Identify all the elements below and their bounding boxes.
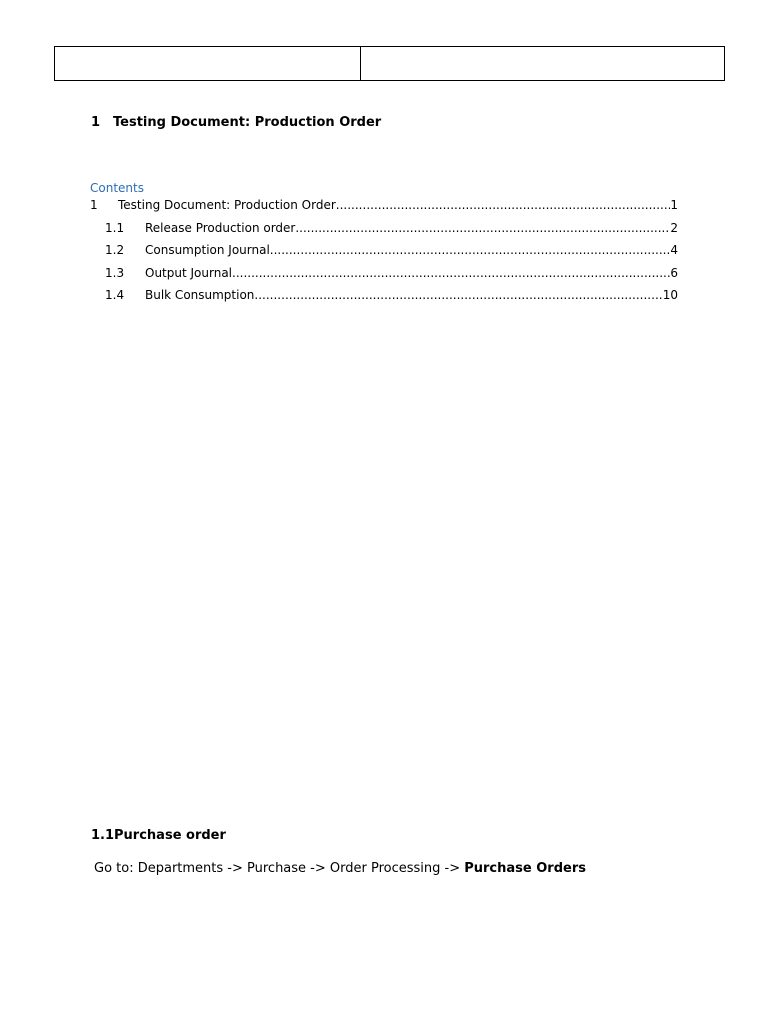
toc-leader bbox=[295, 221, 670, 235]
section-heading: 1.1Purchase order bbox=[91, 828, 226, 843]
toc-entry[interactable] bbox=[90, 243, 678, 266]
table-of-contents bbox=[90, 198, 678, 311]
navigation-target: Purchase Orders bbox=[464, 861, 586, 876]
toc-entry[interactable] bbox=[90, 221, 678, 244]
toc-entry-page[interactable]: 2 bbox=[670, 220, 678, 235]
toc-title: Contents bbox=[90, 181, 144, 195]
toc-entry-number: 1.4 bbox=[105, 288, 125, 302]
toc-entry-page[interactable]: 6 bbox=[670, 265, 678, 280]
toc-entry[interactable] bbox=[90, 288, 678, 311]
toc-entry-label[interactable]: Consumption Journal bbox=[145, 243, 270, 257]
heading-number: 1 bbox=[91, 115, 101, 130]
toc-leader bbox=[254, 288, 662, 302]
toc-entry-page[interactable]: 4 bbox=[670, 243, 678, 257]
toc-entry-page[interactable]: 1 bbox=[670, 198, 678, 212]
toc-entry-number: 1.3 bbox=[105, 265, 125, 280]
header-cell-right bbox=[361, 47, 725, 81]
toc-entry-label[interactable]: Output Journal bbox=[145, 265, 232, 280]
toc-entry-number: 1 bbox=[90, 198, 98, 212]
navigation-instruction bbox=[94, 861, 586, 876]
navigation-path: Go to: Departments -> Purchase -> Order Processing -> bbox=[94, 861, 465, 876]
toc-entry-label[interactable]: Release Production order bbox=[145, 220, 296, 235]
toc-entry[interactable] bbox=[90, 266, 678, 289]
toc-entry-label[interactable]: Bulk Consumption bbox=[145, 288, 255, 302]
header-cell-left bbox=[55, 47, 361, 81]
toc-leader bbox=[232, 266, 670, 280]
toc-entry-number: 1.1 bbox=[105, 220, 125, 235]
document-heading bbox=[91, 115, 381, 130]
header-table bbox=[54, 46, 725, 81]
toc-entry-number: 1.2 bbox=[105, 243, 125, 257]
toc-entry-label[interactable]: Testing Document: Production Order bbox=[118, 198, 336, 212]
heading-title: Testing Document: Production Order bbox=[113, 115, 382, 130]
toc-leader bbox=[270, 243, 671, 257]
toc-entry-page[interactable]: 10 bbox=[662, 288, 678, 302]
toc-leader bbox=[336, 198, 671, 212]
toc-entry[interactable] bbox=[90, 198, 678, 221]
